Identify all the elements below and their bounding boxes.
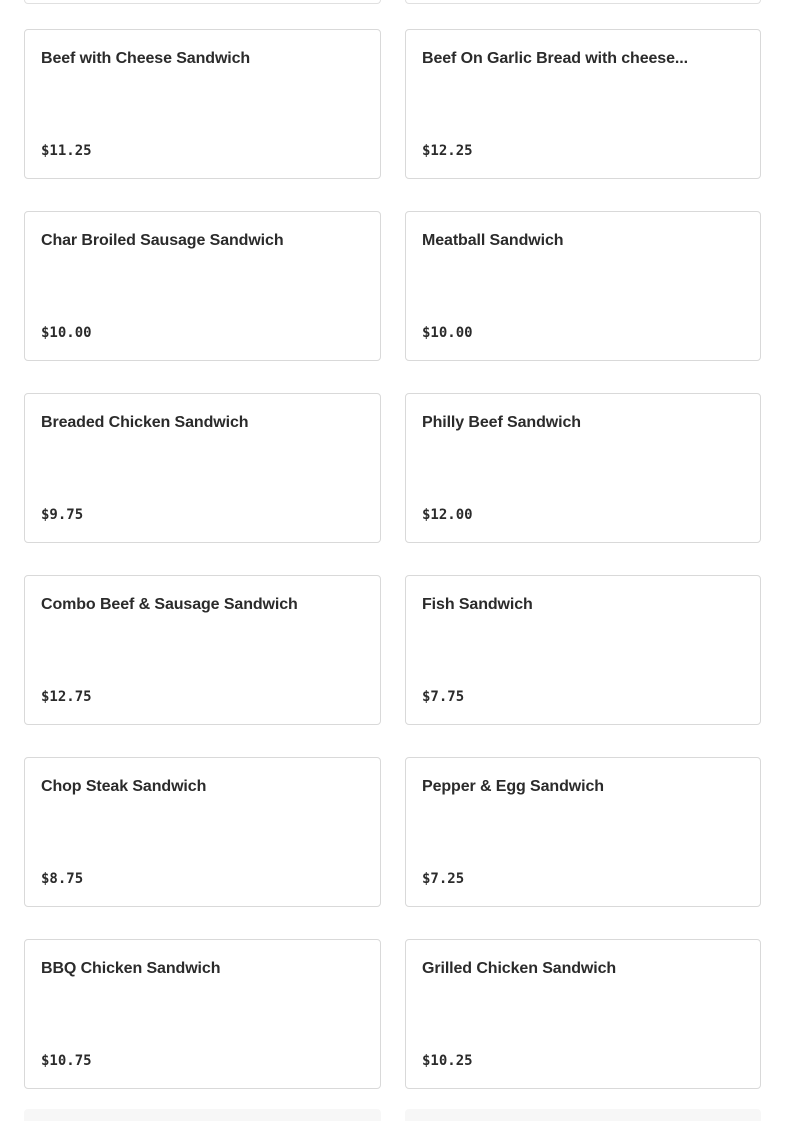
menu-item-name: BBQ Chicken Sandwich <box>41 960 221 977</box>
menu-item-price: $10.75 <box>41 1053 92 1069</box>
menu-item-price: $7.25 <box>422 871 465 887</box>
menu-item-name: Chop Steak Sandwich <box>41 778 207 795</box>
menu-item-name: Beef with Cheese Sandwich <box>41 50 251 67</box>
menu-item-name: Breaded Chicken Sandwich <box>41 414 249 431</box>
menu-item-card[interactable] <box>24 211 381 361</box>
menu-item-price: $10.00 <box>422 325 473 341</box>
previous-card-edge <box>405 0 761 4</box>
menu-item-price: $12.00 <box>422 507 473 523</box>
menu-item-card[interactable] <box>24 29 381 179</box>
menu-item-name: Meatball Sandwich <box>422 232 564 249</box>
menu-item-card[interactable] <box>405 575 761 725</box>
menu-item-card[interactable] <box>405 939 761 1089</box>
menu-item-card[interactable] <box>24 393 381 543</box>
menu-item-name: Char Broiled Sausage Sandwich <box>41 232 284 249</box>
menu-item-name: Beef On Garlic Bread with cheese... <box>422 50 688 67</box>
menu-item-name: Grilled Chicken Sandwich <box>422 960 617 977</box>
menu-item-price: $9.75 <box>41 507 84 523</box>
menu-item-card[interactable] <box>405 211 761 361</box>
menu-item-price: $12.75 <box>41 689 92 705</box>
menu-item-price: $10.00 <box>41 325 92 341</box>
menu-item-grid <box>24 29 761 1089</box>
previous-card-edge <box>24 0 381 4</box>
menu-item-name: Fish Sandwich <box>422 596 533 613</box>
menu-item-price: $10.25 <box>422 1053 473 1069</box>
menu-item-name: Pepper & Egg Sandwich <box>422 778 604 795</box>
next-card-edge <box>405 1109 761 1121</box>
menu-item-card[interactable] <box>405 393 761 543</box>
menu-item-name: Philly Beef Sandwich <box>422 414 581 431</box>
menu-item-price: $8.75 <box>41 871 84 887</box>
menu-item-card[interactable] <box>24 939 381 1089</box>
next-card-edge <box>24 1109 381 1121</box>
menu-item-price: $11.25 <box>41 143 92 159</box>
menu-item-price: $7.75 <box>422 689 465 705</box>
menu-item-name: Combo Beef & Sausage Sandwich <box>41 596 298 613</box>
menu-item-card[interactable] <box>405 757 761 907</box>
menu-item-card[interactable] <box>24 757 381 907</box>
menu-item-card[interactable] <box>24 575 381 725</box>
menu-item-price: $12.25 <box>422 143 473 159</box>
menu-item-card[interactable] <box>405 29 761 179</box>
